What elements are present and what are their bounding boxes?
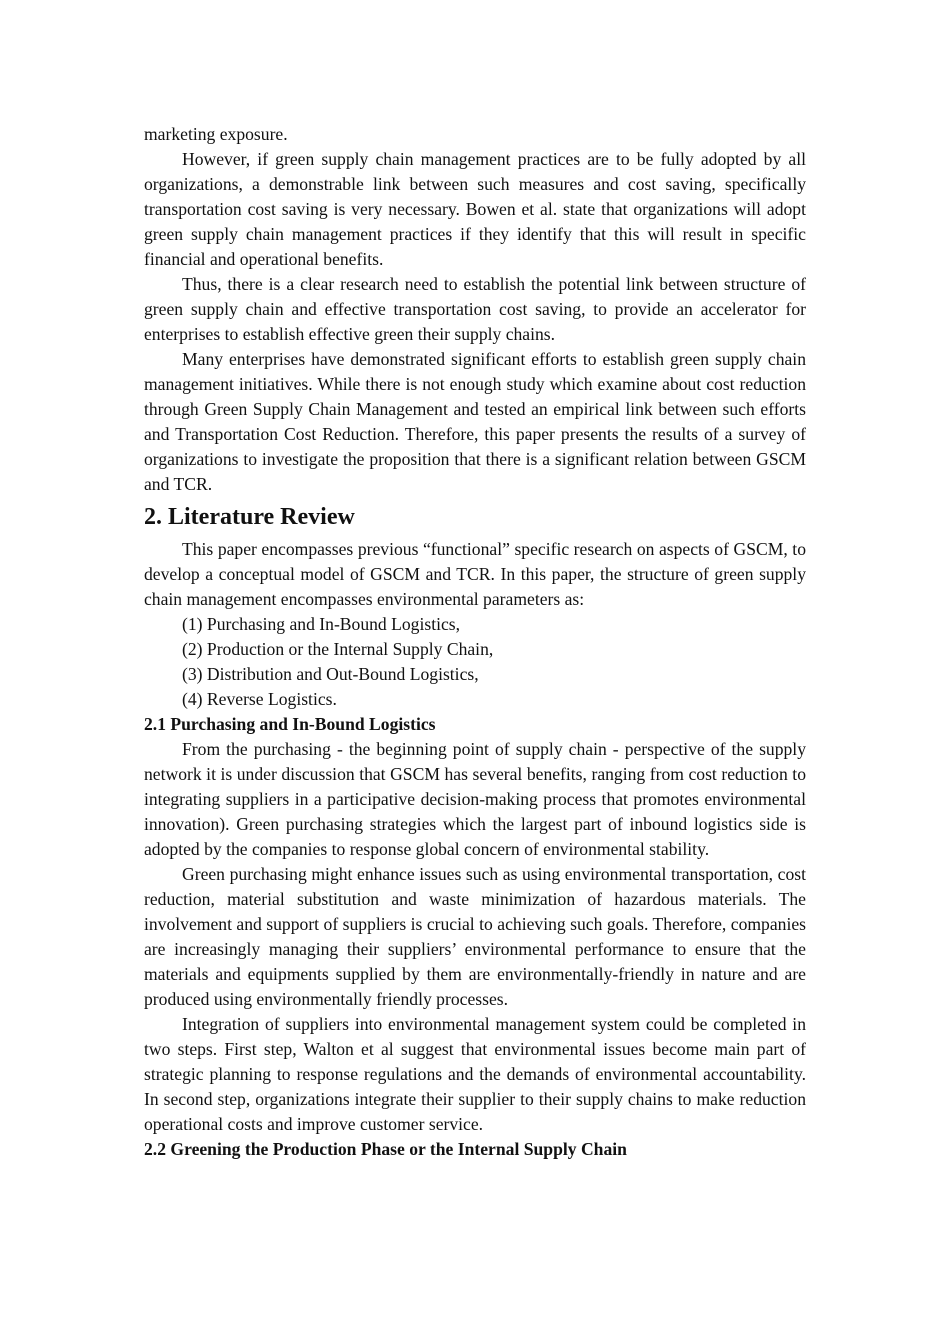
list-item: (2) Production or the Internal Supply Chain, (182, 639, 494, 659)
subsection-2-1-paragraph-3: Integration of suppliers into environmental management system could be completed in two steps. First step, Walton et al suggest that environmental issues become main part of strategic planning to response regulations and the demands of environmental accountability. In second step, organizations integrate their supplier to their supply chains to make reduction operational costs and improve customer service. (144, 1014, 806, 1134)
list-item: (1) Purchasing and In-Bound Logistics, (182, 614, 461, 634)
subsection-heading-2-1: 2.1 Purchasing and In-Bound Logistics (144, 714, 436, 734)
intro-paragraph-3: Many enterprises have demonstrated significant efforts to establish green supply chain management initiatives. While there is not enough study which examine about cost reduction through Green Supply Chain Management and tested an empirical link between such efforts and Transportation Cost Reduction. Therefore, this paper presents the results of a survey of organizations to investigate the proposition that there is a significant relation between GSCM and TCR. (144, 349, 806, 494)
subsection-2-1-paragraph-1: From the purchasing - the beginning point of supply chain - perspective of the supply network it is under discussion that GSCM has several benefits, ranging from cost reduction to integrating suppliers in a participative decision-making process that promotes environmental innovation). Green purchasing strategies which the largest part of inbound logistics side is adopted by the companies to response global concern of environmental stability. (144, 739, 806, 859)
section-heading-literature-review: 2. Literature Review (144, 504, 355, 530)
subsection-heading-2-2: 2.2 Greening the Production Phase or the Internal Supply Chain (144, 1139, 627, 1159)
intro-paragraph-2: Thus, there is a clear research need to establish the potential link between structure of green supply chain and effective transportation cost saving, to provide an accelerator for enterprises to establish effective green their supply chains. (144, 274, 806, 344)
subsection-2-1-paragraph-2: Green purchasing might enhance issues such as using environmental transportation, cost reduction, material substitution and waste minimization of hazardous materials. The involvement and support of suppliers is crucial to achieving such goals. Therefore, companies are increasingly managing their suppliers’ environmental performance to ensure that the materials and equipments supplied by them are environmentally-friendly in nature and are produced using environmentally friendly processes. (144, 864, 806, 1009)
literature-review-paragraph: This paper encompasses previous “functional” specific research on aspects of GSCM, to develop a conceptual model of GSCM and TCR. In this paper, the structure of green supply chain management encompasses environmental parameters as: (144, 539, 806, 609)
list-item: (3) Distribution and Out-Bound Logistics, (182, 664, 479, 684)
intro-paragraph-1: However, if green supply chain management practices are to be fully adopted by all organizations, a demonstrable link between such measures and cost saving, specifically transportation cost saving is very necessary. Bowen et al. state that organizations will adopt green supply chain management practices if they identify that this will result in specific financial and operational benefits. (144, 149, 806, 269)
intro-continuation: marketing exposure. (144, 124, 288, 144)
document-page (144, 122, 806, 1162)
list-item: (4) Reverse Logistics. (182, 689, 337, 709)
